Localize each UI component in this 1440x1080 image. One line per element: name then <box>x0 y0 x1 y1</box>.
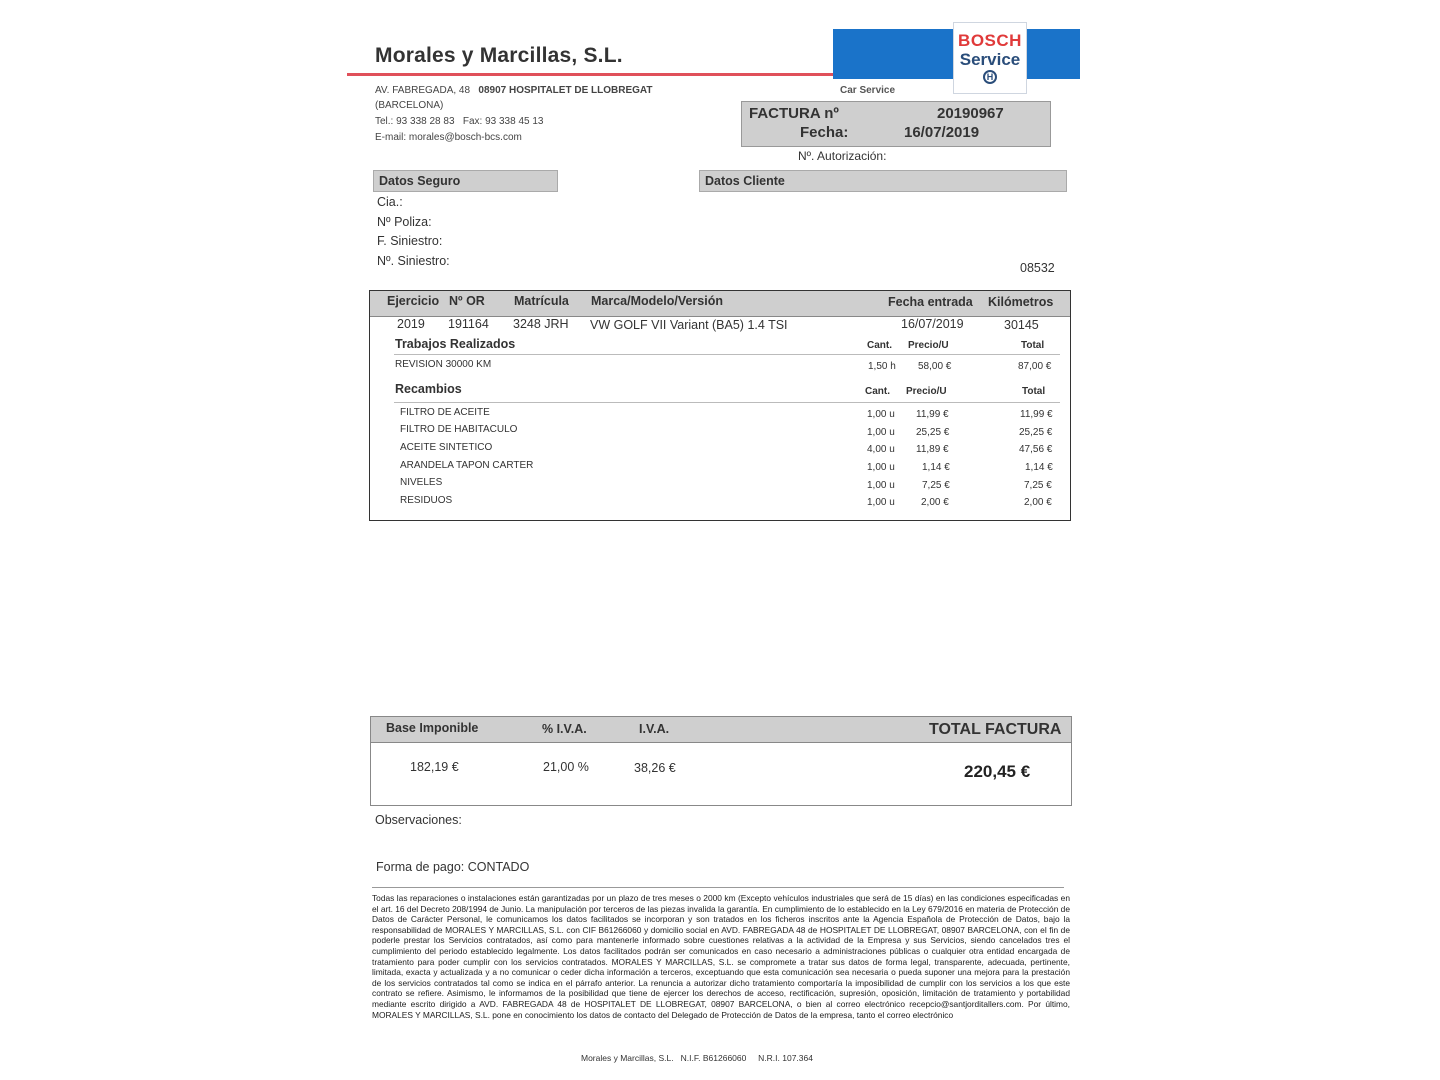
part-item-cant: 1,00 u <box>867 427 895 438</box>
parts-col-cant: Cant. <box>865 386 890 397</box>
logo-service-text: Service <box>959 50 1021 69</box>
company-email: E-mail: morales@bosch-bcs.com <box>375 132 522 143</box>
insurance-header: Datos Seguro <box>373 170 558 192</box>
insurance-claim-date: F. Siniestro: <box>377 234 443 248</box>
col-fecha-entrada: Fecha entrada <box>888 295 973 309</box>
company-address <box>375 85 653 96</box>
observations-label: Observaciones: <box>375 813 462 827</box>
part-item-desc: RESIDUOS <box>400 495 453 506</box>
works-title: Trabajos Realizados <box>395 337 516 351</box>
col-kilometros: Kilómetros <box>988 295 1054 309</box>
client-header: Datos Cliente <box>699 170 1067 192</box>
part-item-precio: 2,00 € <box>921 497 949 508</box>
works-col-total: Total <box>1021 340 1045 351</box>
part-item-total: 11,99 € <box>1020 409 1053 420</box>
base-value: 182,19 € <box>410 760 459 774</box>
legal-text: Todas las reparaciones o instalaciones están garantizadas por un plazo de tres meses o 2000 km (Excepto vehículos industriales que será de 15 días) en las condiciones especificadas en el art. 16 del Decreto 208/1994 de Junio. La manipulación por terceros de las piezas invalida la garantía. En cumplimiento de lo establecido en la Ley 679/2016 en materia de Protección de Datos de Carácter Personal, le comunicamos los datos facilitados se incorporan y son tratados en los ficheros inscritos ante la Agencia Española de Protección de Datos, bajo la responsabilidad de MORALES Y MARCILLAS, S.L. con CIF B61266060 y domicilio social en AVD. FABREGADA 48 de HOSPITALET DE LLOBREGAT, 08907 BARCELONA, con el fin de poderle prestar los Servicios contratados, así como para mantenerle informado sobre cuestiones relativas a la actividad de la Empresa y sus Servicios, siendo cancelados tres el cumplimiento del periodo establecido legalmente. Los datos facilitados podrán ser comunicados en caso necesario a administraciones públicas o cualquier otra entidad encargada de tratamiento para poder cumplir con los servicios contratados. MORALES Y MARCILLAS, S.L. se compromete a tratar sus datos de forma legal, transparente, adecuada, pertinente, limitada, exacta y actualizada y a no comunicar o ceder dicha información a terceros, exceptuando que esta comunicación sea necesaria o pueda suponer una mejora para la prestación de los servicios contratados tal como se indica en el párrafo anterior. La renuncia a autorizar dicho tratamiento comportaría la imposibilidad de cumplir con los servicios a los que este contrato se refiere. Asimismo, le informamos de la posibilidad que tiene de ejercer los derechos de acceso, rectificación, supresión, oposición, limitación de tratamiento y portabilidad mediante escrito dirigido a AVD. FABREGADA 48 de HOSPITALET DE LLOBREGAT, 08907 BARCELONA, o bien al correo electrónico recepcio@santjorditallers.com. Por último, MORALES Y MARCILLAS, S.L. pone en conocimiento los datos de contacto del Delegado de Protección de Datos de la empresa, tanto el correo electrónico <box>372 893 1070 1020</box>
invoice-date: 16/07/2019 <box>904 124 980 141</box>
part-item-desc: FILTRO DE ACEITE <box>400 407 490 418</box>
parts-col-precio: Precio/U <box>906 386 947 397</box>
part-item-desc: ARANDELA TAPON CARTER <box>400 460 534 471</box>
parts-title: Recambios <box>395 382 462 396</box>
total-value: 220,45 € <box>964 762 1031 781</box>
part-item-cant: 1,00 u <box>867 497 895 508</box>
part-item-cant: 1,00 u <box>867 462 895 473</box>
client-postal-code: 08532 <box>1020 261 1055 275</box>
work-item-desc: REVISION 30000 KM <box>395 359 492 370</box>
company-phones <box>375 116 543 127</box>
insurance-policy: Nº Poliza: <box>377 215 432 229</box>
part-item-desc: NIVELES <box>400 477 443 488</box>
address-province: (BARCELONA) <box>375 100 444 111</box>
parts-separator <box>394 402 1060 403</box>
part-item-precio: 11,99 € <box>916 409 949 420</box>
part-item-cant: 1,00 u <box>867 409 895 420</box>
vehicle-ejercicio: 2019 <box>397 317 425 331</box>
iva-value: 38,26 € <box>634 761 676 775</box>
invoice-box <box>741 101 1051 147</box>
part-item-total: 25,25 € <box>1019 427 1053 438</box>
invoice-number: 20190967 <box>937 105 1004 122</box>
part-item-total: 1,14 € <box>1025 462 1053 473</box>
work-item-total: 87,00 € <box>1018 361 1052 372</box>
authorization-label: Nº. Autorización: <box>798 149 887 163</box>
address-city: 08907 HOSPITALET DE LLOBREGAT <box>478 85 653 96</box>
part-item-total: 47,56 € <box>1019 444 1053 455</box>
address-street: AV. FABREGADA, 48 <box>375 85 471 96</box>
col-ejercicio: Ejercicio <box>387 294 440 308</box>
vehicle-or: 191164 <box>448 317 489 331</box>
works-col-cant: Cant. <box>867 340 892 351</box>
invoice-date-label: Fecha: <box>800 124 849 141</box>
header-divider <box>347 73 835 76</box>
part-item-cant: 1,00 u <box>867 480 895 491</box>
part-item-total: 7,25 € <box>1024 480 1052 491</box>
company-name: Morales y Marcillas, S.L. <box>375 44 623 67</box>
invoice-number-label: FACTURA nº <box>749 105 839 122</box>
iva-label: I.V.A. <box>639 722 670 736</box>
part-item-cant: 4,00 u <box>867 444 895 455</box>
iva-pct-label: % I.V.A. <box>542 722 587 736</box>
vehicle-plate: 3248 JRH <box>513 317 569 331</box>
work-item-precio: 58,00 € <box>918 361 952 372</box>
logo-subtitle: Car Service <box>840 85 896 96</box>
part-item-precio: 11,89 € <box>916 444 949 455</box>
part-item-precio: 25,25 € <box>916 427 950 438</box>
insurance-claim-number: Nº. Siniestro: <box>377 254 450 268</box>
part-item-desc: ACEITE SINTETICO <box>400 442 493 453</box>
vehicle-model: VW GOLF VII Variant (BA5) 1.4 TSI <box>590 318 788 332</box>
part-item-precio: 7,25 € <box>922 480 950 491</box>
works-col-precio: Precio/U <box>908 340 949 351</box>
base-label: Base Imponible <box>386 721 479 735</box>
total-label: TOTAL FACTURA <box>929 721 1062 738</box>
iva-pct-value: 21,00 % <box>543 760 589 774</box>
part-item-total: 2,00 € <box>1024 497 1052 508</box>
vehicle-entry-date: 16/07/2019 <box>901 317 964 331</box>
brand-bar-right <box>1027 29 1080 73</box>
logo-bosch-text: BOSCH <box>958 31 1022 50</box>
works-separator <box>394 354 1060 355</box>
part-item-desc: FILTRO DE HABITACULO <box>400 424 518 435</box>
legal-separator <box>372 887 1064 888</box>
brand-bar-left <box>833 29 953 73</box>
insurance-cia: Cia.: <box>377 195 403 209</box>
work-item-cant: 1,50 h <box>868 361 896 372</box>
bosch-armature-icon: H <box>983 70 997 84</box>
part-item-precio: 1,14 € <box>922 462 950 473</box>
col-marca: Marca/Modelo/Versión <box>591 294 723 308</box>
vehicle-km: 30145 <box>1004 318 1039 332</box>
footer-company-ids: Morales y Marcillas, S.L. N.I.F. B61266060 N.R.I. 107.364 <box>581 1053 813 1063</box>
company-fax: Fax: 93 338 45 13 <box>462 116 544 127</box>
company-tel: Tel.: 93 338 28 83 <box>375 116 455 127</box>
col-matricula: Matrícula <box>514 294 569 308</box>
payment-method: Forma de pago: CONTADO <box>376 860 530 874</box>
bosch-service-logo <box>953 22 1027 94</box>
parts-col-total: Total <box>1022 386 1046 397</box>
col-or: Nº OR <box>449 294 485 308</box>
